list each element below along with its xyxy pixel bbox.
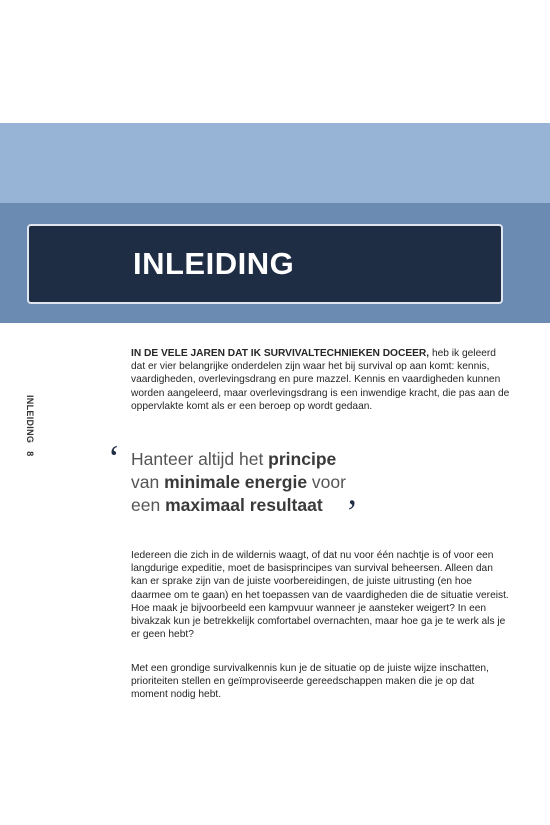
quote-bold3: maximaal resultaat <box>165 495 323 515</box>
header-band-light <box>0 123 550 203</box>
running-header <box>23 395 37 495</box>
body-text-1: Iedereen die zich in de wildernis waagt, of dat nu voor één nachtje is of voor een langdurige expeditie, moet de basisprincipes van survival beheersen. Alleen dan kan er sprake zijn van de juiste voorbereidingen, de juiste uitrusting (en hoe daarmee om te gaan) en het toepassen van de vaardigheden die de situatie vereist. Hoe maak je bijvoorbeeld een kampvuur wanneer je aansteker weigert? In een bivakzak kun je betrekkelijk comfortabel overnachten, maar hoe ga je te werk als je er geen hebt? <box>131 550 509 641</box>
body-paragraph-2 <box>131 662 511 702</box>
open-quote-icon: ‘ <box>108 438 120 478</box>
quote-part4: een <box>131 495 166 515</box>
quote-bold2: minimale energie <box>164 472 308 492</box>
page-title: INLEIDING <box>133 246 295 281</box>
quote-part2: van <box>131 472 165 492</box>
close-quote-icon: ’ <box>346 492 358 532</box>
running-header-label: INLEIDING <box>25 395 35 444</box>
body-text-2: Met een grondige survivalkennis kun je de situatie op de juiste wijze inschatten, prioriteiten stellen en geïmproviseerde gereedschappen maken die je op dat moment nodig hebt. <box>131 663 489 701</box>
body-paragraph-1 <box>131 549 511 641</box>
title-box <box>27 224 503 304</box>
page-number: 8 <box>25 451 35 457</box>
intro-lead: IN DE VELE JAREN DAT IK SURVIVALTECHNIEKEN DOCEER, <box>131 348 430 359</box>
quote-part1: Hanteer altijd het <box>131 449 269 469</box>
intro-text: heb ik geleerd dat er vier belangrijke onderdelen zijn waar het bij survival op aan komt: kennis, vaardigheden, overlevingsdrang en pure mazzel. Kennis en vaardigheden kunnen worden aangeleerd, maar overlevingsdrang is een inwendige kracht, die pas aan de oppervlakte komt als er een beroep op wordt gedaan. <box>131 348 510 412</box>
quote-bold1: principe <box>268 449 337 469</box>
quote-part3: voor <box>307 472 346 492</box>
intro-paragraph <box>131 347 511 413</box>
pull-quote <box>108 438 438 532</box>
pull-quote-text <box>131 448 431 517</box>
